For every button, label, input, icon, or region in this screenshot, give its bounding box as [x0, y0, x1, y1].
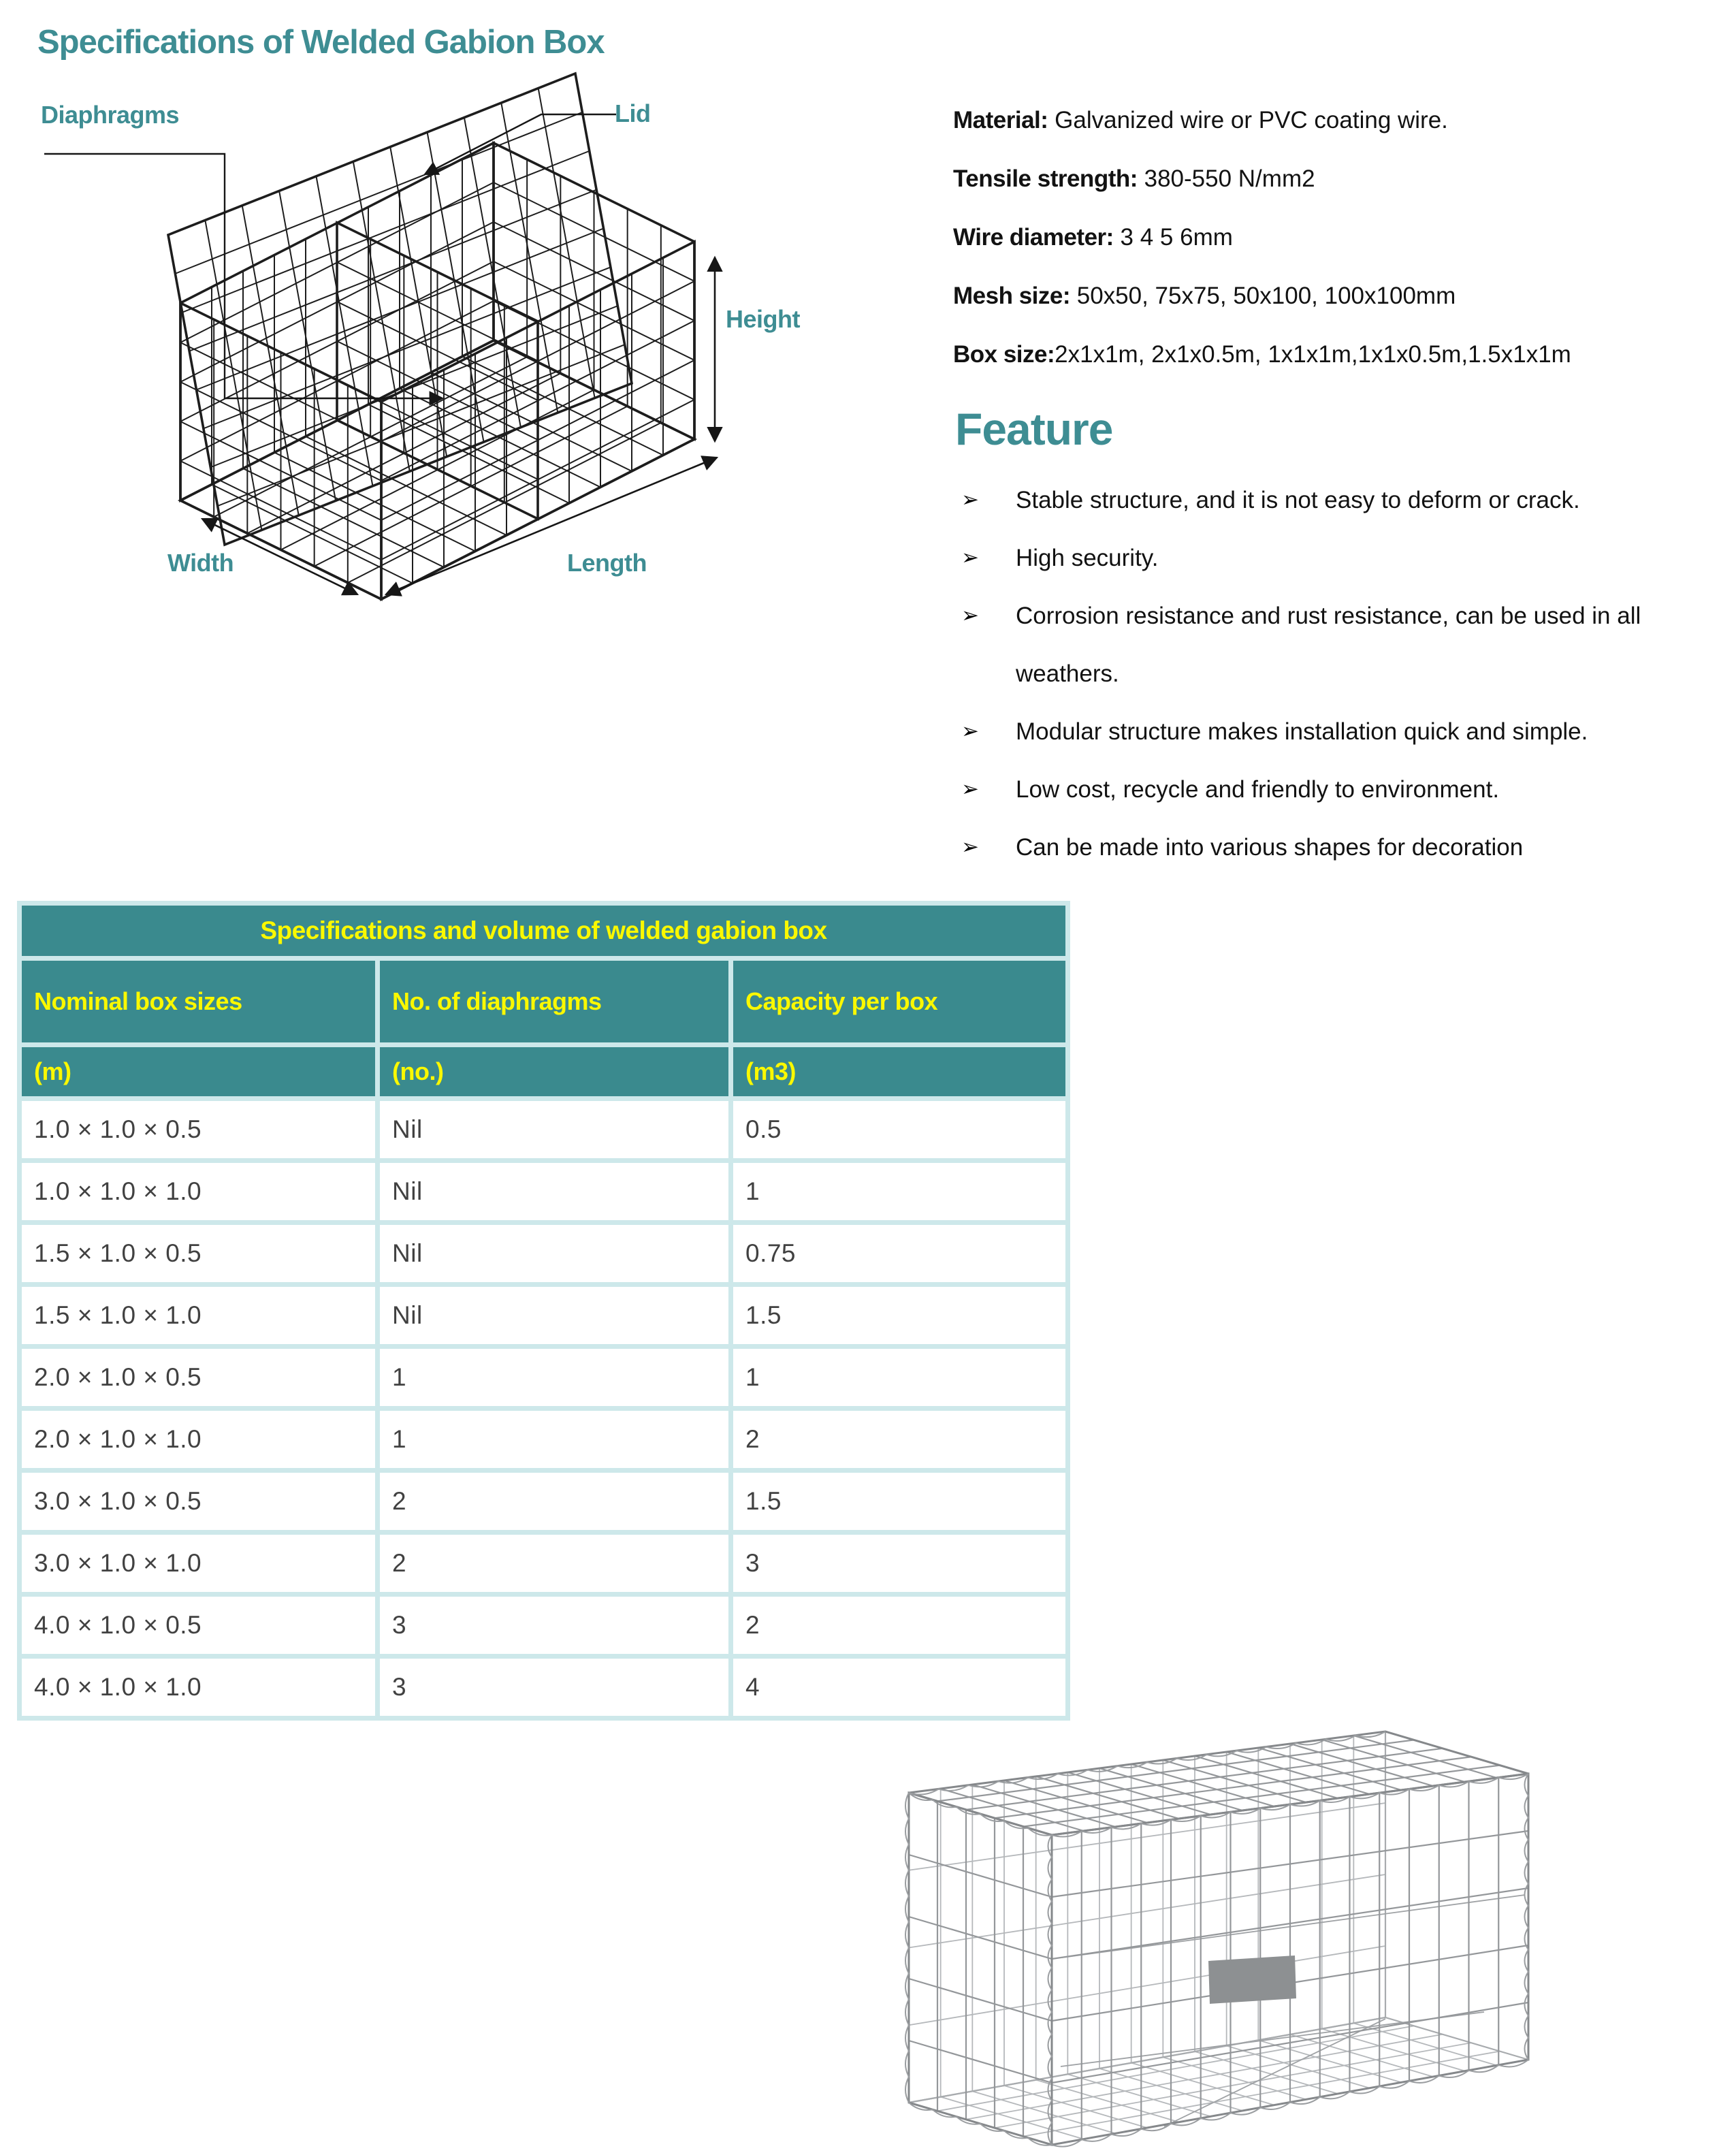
table-cell: 2 — [380, 1535, 728, 1592]
feature-item: ➢ Can be made into various shapes for decoration — [948, 818, 1669, 876]
table-cell: 1 — [380, 1349, 728, 1406]
page-title: Specifications of Welded Gabion Box — [37, 24, 605, 61]
spec-table — [17, 901, 1070, 1721]
spec-row — [953, 103, 1448, 138]
spec-value: 50x50, 75x75, 50x100, 100x100mm — [1070, 283, 1456, 309]
table-cell: 1.5 × 1.0 × 0.5 — [22, 1225, 375, 1282]
spec-row — [953, 221, 1233, 255]
feature-item: ➢ Low cost, recycle and friendly to environment. — [948, 761, 1669, 818]
table-cell: 2 — [733, 1411, 1065, 1468]
spec-value: 380-550 N/mm2 — [1137, 165, 1315, 192]
spec-value: 2x1x1m, 2x1x0.5m, 1x1x1m,1x1x0.5m,1.5x1x1m — [1055, 341, 1571, 368]
table-cell: 1.5 — [733, 1287, 1065, 1344]
feature-heading: Feature — [955, 404, 1113, 454]
feature-item: ➢ Stable structure, and it is not easy to deform or crack. — [948, 471, 1669, 529]
spec-value: Galvanized wire or PVC coating wire. — [1048, 107, 1448, 133]
spec-label: Box size: — [953, 341, 1055, 368]
column-header-capacity-per-box: Capacity per box — [733, 961, 1065, 1042]
table-cell: 1.5 × 1.0 × 1.0 — [22, 1287, 375, 1344]
table-cell: 3 — [733, 1535, 1065, 1592]
table-cell: 1.0 × 1.0 × 0.5 — [22, 1101, 375, 1158]
photo-left-face — [909, 1793, 1052, 2145]
spec-value: 3 4 5 6mm — [1113, 224, 1233, 251]
arrow-bullet-icon: ➢ — [961, 719, 979, 744]
table-cell: 3 — [380, 1597, 728, 1654]
arrow-bullet-icon: ➢ — [961, 603, 979, 628]
table-cell: 1.0 × 1.0 × 1.0 — [22, 1163, 375, 1220]
table-cell: 3.0 × 1.0 × 0.5 — [22, 1473, 375, 1530]
table-cell: 2.0 × 1.0 × 0.5 — [22, 1349, 375, 1406]
unit-header: (no.) — [380, 1047, 728, 1096]
height-label: Height — [726, 305, 800, 333]
spec-label: Material: — [953, 107, 1048, 133]
table-title: Specifications and volume of welded gabion box — [22, 906, 1065, 956]
table-cell: 1 — [380, 1411, 728, 1468]
unit-header: (m3) — [733, 1047, 1065, 1096]
column-header-no-of-diaphragms: No. of diaphragms — [380, 961, 728, 1042]
table-cell: 2 — [380, 1473, 728, 1530]
clip-tag — [1208, 1956, 1296, 2004]
table-cell: 3 — [380, 1659, 728, 1716]
column-header-nominal-box-sizes: Nominal box sizes — [22, 961, 375, 1042]
spec-label: Tensile strength: — [953, 165, 1138, 192]
arrow-bullet-icon: ➢ — [961, 835, 979, 859]
feature-item: ➢ Corrosion resistance and rust resistance, can be used in all weathers. — [948, 587, 1669, 703]
diaphragms-label: Diaphragms — [41, 101, 180, 129]
table-cell: Nil — [380, 1225, 728, 1282]
arrow-bullet-icon: ➢ — [961, 777, 979, 801]
spec-label: Mesh size: — [953, 283, 1070, 309]
table-cell: 0.5 — [733, 1101, 1065, 1158]
table-cell: Nil — [380, 1101, 728, 1158]
table-cell: 4.0 × 1.0 × 0.5 — [22, 1597, 375, 1654]
table-cell: 4.0 × 1.0 × 1.0 — [22, 1659, 375, 1716]
table-cell: 4 — [733, 1659, 1065, 1716]
spec-row — [953, 279, 1456, 313]
photo-top-face — [909, 1731, 1528, 1835]
length-label: Length — [567, 549, 647, 577]
table-cell: 2 — [733, 1597, 1065, 1654]
unit-header: (m) — [22, 1047, 375, 1096]
brace-wire — [1164, 2019, 1385, 2126]
spec-row — [953, 162, 1315, 196]
photo-bottom-face — [909, 2017, 1528, 2145]
spec-label: Wire diameter: — [953, 224, 1114, 251]
feature-item: ➢ High security. — [948, 529, 1669, 587]
arrow-bullet-icon: ➢ — [961, 545, 979, 570]
arrow-bullet-icon: ➢ — [961, 488, 979, 512]
table-cell: Nil — [380, 1287, 728, 1344]
table-cell: Nil — [380, 1163, 728, 1220]
gabion-photo — [878, 1726, 1688, 2155]
gabion-diagram — [0, 0, 871, 667]
table-cell: 3.0 × 1.0 × 1.0 — [22, 1535, 375, 1592]
spec-row — [953, 338, 1571, 372]
lid-label: Lid — [615, 99, 651, 127]
width-label: Width — [167, 549, 234, 577]
table-cell: 0.75 — [733, 1225, 1065, 1282]
feature-list — [948, 471, 1669, 876]
feature-item: ➢ Modular structure makes installation quick and simple. — [948, 703, 1669, 761]
table-cell: 1 — [733, 1349, 1065, 1406]
table-cell: 1.5 — [733, 1473, 1065, 1530]
table-cell: 1 — [733, 1163, 1065, 1220]
table-cell: 2.0 × 1.0 × 1.0 — [22, 1411, 375, 1468]
